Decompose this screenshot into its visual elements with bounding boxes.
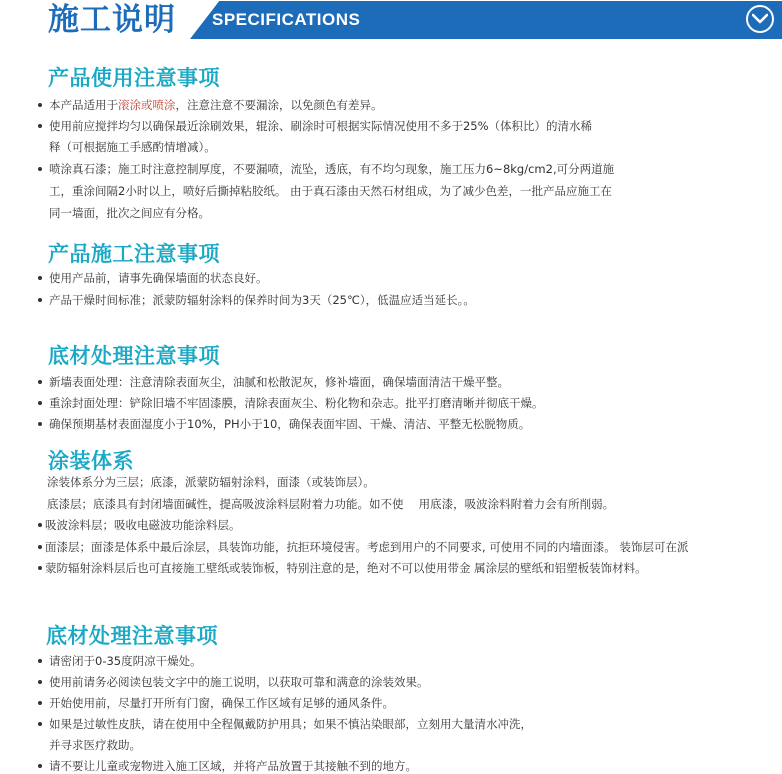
bullet-icon: [38, 167, 42, 171]
bullet-icon: [38, 124, 42, 128]
page-subtitle: SPECIFICATIONS: [212, 10, 361, 29]
list-item: 重涂封面处理：铲除旧墙不牢固漆膜，清除表面灰尘、粉化物和杂志。批平打磨清晰并彻底干燥。: [38, 395, 544, 411]
section-title: 底材处理注意事项: [48, 344, 220, 368]
list-item: 面漆层；面漆是体系中最后涂层，具装饰功能，抗拒环境侵害。考虑到用户的不同要求, 可使用不同的内墙面漆。 装饰层可在派: [38, 539, 688, 555]
section-title: 涂装体系: [48, 449, 134, 473]
bullet-icon: [38, 298, 42, 302]
section-title: 产品使用注意事项: [48, 66, 220, 90]
page-title: 施工说明: [48, 2, 176, 38]
bullet-icon: [38, 722, 42, 726]
bullet-icon: [38, 380, 42, 384]
list-item: 使用产品前，请事先确保墙面的状态良好。: [38, 270, 268, 286]
bullet-icon: [38, 659, 42, 663]
bullet-icon: [38, 701, 42, 705]
list-item-continued: 涂装体系分为三层；底漆，派蒙防辐射涂料，面漆（或装饰层）。: [47, 475, 375, 489]
list-item: 请不要让儿童或宠物进入施工区域，并将产品放置于其接触不到的地方。: [38, 758, 417, 774]
list-item-continued: 释（可根据施工手感酌情增减）。: [49, 140, 216, 154]
list-item: 喷涂真石漆；施工时注意控制厚度，不要漏喷，流坠，透底，有不均匀现象，施工压力6~8kg/cm2,可分两道施: [38, 161, 614, 177]
list-item: 本产品适用于滚涂或喷涂，注意注意不要漏涂，以免颜色有差异。: [38, 97, 383, 113]
list-item: 确保预期基材表面湿度小于10%，PH小于10，确保表面牢固、干燥、清洁、平整无松脱物质。: [38, 416, 530, 432]
list-item-continued: 底漆层；底漆具有封闭墙面碱性，提高吸波涂料层附着力功能。如不使 用底漆，吸波涂料附着力会有所削弱。: [47, 497, 615, 511]
list-item-continued: 同一墙面，批次之间应有分格。: [49, 206, 210, 220]
list-item: 使用前应搅拌均匀以确保最近涂刷效果，辊涂、刷涂时可根据实际情况使用不多于25%（体积比）的清水稀: [38, 118, 592, 134]
list-item-continued: 工，重涂间隔2小时以上，喷好后撕掉粘胶纸。 由于真石漆由天然石材组成，为了减少色差，一批产品应施工在: [49, 184, 612, 198]
list-item: 吸波涂料层；吸收电磁波功能涂料层。: [38, 517, 241, 533]
bullet-icon: [38, 276, 42, 280]
bullet-icon: [38, 523, 42, 527]
bullet-icon: [38, 680, 42, 684]
bullet-icon: [38, 545, 42, 549]
list-item: 蒙防辐射涂料层后也可直接施工壁纸或装饰板，特别注意的是，绝对不可以使用带金 属涂层的壁纸和铝塑板装饰材料。: [38, 560, 647, 576]
list-item: 开始使用前，尽量打开所有门窗，确保工作区域有足够的通风条件。: [38, 695, 394, 711]
bullet-icon: [38, 764, 42, 768]
header-banner: [0, 0, 782, 40]
list-item: 新墙表面处理：注意清除表面灰尘，油腻和松散泥灰，修补墙面，确保墙面清洁干燥平整。: [38, 374, 509, 390]
bullet-icon: [38, 566, 42, 570]
list-item: 使用前请务必阅读包装文字中的施工说明，以获取可靠和满意的涂装效果。: [38, 674, 429, 690]
list-item: 请密闭于0-35度阴凉干燥处。: [38, 653, 202, 669]
section-title: 底材处理注意事项: [46, 624, 218, 648]
list-item: 产品干燥时间标准；派蒙防辐射涂料的保养时间为3天（25℃），低温应适当延长。。: [38, 292, 475, 308]
bullet-icon: [38, 401, 42, 405]
section-title: 产品施工注意事项: [48, 242, 220, 266]
bullet-icon: [38, 103, 42, 107]
list-item-continued: 并寻求医疗救助。: [49, 738, 141, 752]
bullet-icon: [38, 422, 42, 426]
list-item: 如果是过敏性皮肤，请在使用中全程佩戴防护用具；如果不慎沾染眼部，立刻用大量清水冲洗，: [38, 716, 532, 732]
chevron-down-icon[interactable]: [746, 5, 774, 33]
